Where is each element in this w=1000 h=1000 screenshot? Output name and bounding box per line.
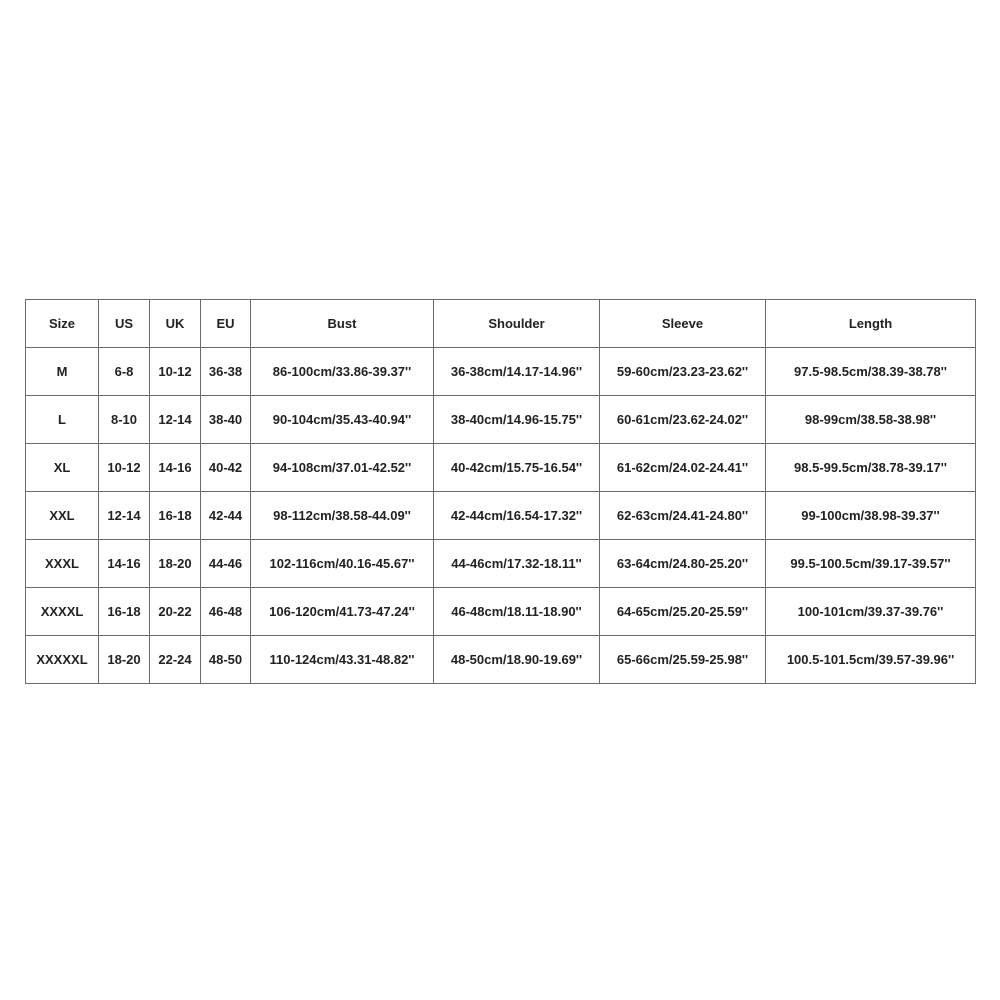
cell-us: 8-10: [99, 396, 150, 444]
cell-length: 100-101cm/39.37-39.76'': [766, 588, 976, 636]
cell-sleeve: 61-62cm/24.02-24.41'': [600, 444, 766, 492]
cell-size: L: [26, 396, 99, 444]
cell-length: 98-99cm/38.58-38.98'': [766, 396, 976, 444]
cell-eu: 44-46: [201, 540, 251, 588]
cell-uk: 20-22: [150, 588, 201, 636]
cell-us: 10-12: [99, 444, 150, 492]
header-eu: EU: [201, 300, 251, 348]
cell-size: XL: [26, 444, 99, 492]
cell-shoulder: 46-48cm/18.11-18.90'': [434, 588, 600, 636]
cell-bust: 90-104cm/35.43-40.94'': [251, 396, 434, 444]
header-row: [26, 300, 976, 348]
cell-sleeve: 63-64cm/24.80-25.20'': [600, 540, 766, 588]
header-us: US: [99, 300, 150, 348]
header-sleeve: Sleeve: [600, 300, 766, 348]
cell-size: XXL: [26, 492, 99, 540]
cell-shoulder: 44-46cm/17.32-18.11'': [434, 540, 600, 588]
cell-shoulder: 48-50cm/18.90-19.69'': [434, 636, 600, 684]
cell-sleeve: 59-60cm/23.23-23.62'': [600, 348, 766, 396]
cell-bust: 98-112cm/38.58-44.09'': [251, 492, 434, 540]
cell-length: 99-100cm/38.98-39.37'': [766, 492, 976, 540]
cell-length: 100.5-101.5cm/39.57-39.96'': [766, 636, 976, 684]
table-row: [26, 396, 976, 444]
cell-sleeve: 65-66cm/25.59-25.98'': [600, 636, 766, 684]
cell-sleeve: 64-65cm/25.20-25.59'': [600, 588, 766, 636]
cell-eu: 42-44: [201, 492, 251, 540]
table-row: [26, 588, 976, 636]
cell-shoulder: 36-38cm/14.17-14.96'': [434, 348, 600, 396]
cell-eu: 46-48: [201, 588, 251, 636]
header-uk: UK: [150, 300, 201, 348]
cell-eu: 40-42: [201, 444, 251, 492]
table-row: [26, 444, 976, 492]
header-length: Length: [766, 300, 976, 348]
size-chart-table: [25, 299, 976, 684]
cell-bust: 86-100cm/33.86-39.37'': [251, 348, 434, 396]
cell-bust: 102-116cm/40.16-45.67'': [251, 540, 434, 588]
cell-eu: 36-38: [201, 348, 251, 396]
cell-us: 6-8: [99, 348, 150, 396]
cell-length: 99.5-100.5cm/39.17-39.57'': [766, 540, 976, 588]
cell-length: 98.5-99.5cm/38.78-39.17'': [766, 444, 976, 492]
header-size: Size: [26, 300, 99, 348]
cell-bust: 94-108cm/37.01-42.52'': [251, 444, 434, 492]
cell-sleeve: 60-61cm/23.62-24.02'': [600, 396, 766, 444]
cell-uk: 16-18: [150, 492, 201, 540]
table-row: [26, 540, 976, 588]
table-row: [26, 492, 976, 540]
cell-bust: 110-124cm/43.31-48.82'': [251, 636, 434, 684]
cell-uk: 10-12: [150, 348, 201, 396]
cell-shoulder: 38-40cm/14.96-15.75'': [434, 396, 600, 444]
table-row: [26, 348, 976, 396]
cell-eu: 38-40: [201, 396, 251, 444]
cell-shoulder: 42-44cm/16.54-17.32'': [434, 492, 600, 540]
cell-size: M: [26, 348, 99, 396]
cell-sleeve: 62-63cm/24.41-24.80'': [600, 492, 766, 540]
header-shoulder: Shoulder: [434, 300, 600, 348]
cell-uk: 22-24: [150, 636, 201, 684]
cell-us: 12-14: [99, 492, 150, 540]
cell-length: 97.5-98.5cm/38.39-38.78'': [766, 348, 976, 396]
cell-size: XXXXL: [26, 588, 99, 636]
cell-bust: 106-120cm/41.73-47.24'': [251, 588, 434, 636]
cell-eu: 48-50: [201, 636, 251, 684]
cell-size: XXXL: [26, 540, 99, 588]
cell-us: 16-18: [99, 588, 150, 636]
cell-uk: 18-20: [150, 540, 201, 588]
cell-us: 18-20: [99, 636, 150, 684]
cell-shoulder: 40-42cm/15.75-16.54'': [434, 444, 600, 492]
cell-uk: 12-14: [150, 396, 201, 444]
cell-uk: 14-16: [150, 444, 201, 492]
cell-us: 14-16: [99, 540, 150, 588]
cell-size: XXXXXL: [26, 636, 99, 684]
header-bust: Bust: [251, 300, 434, 348]
table-row: [26, 636, 976, 684]
